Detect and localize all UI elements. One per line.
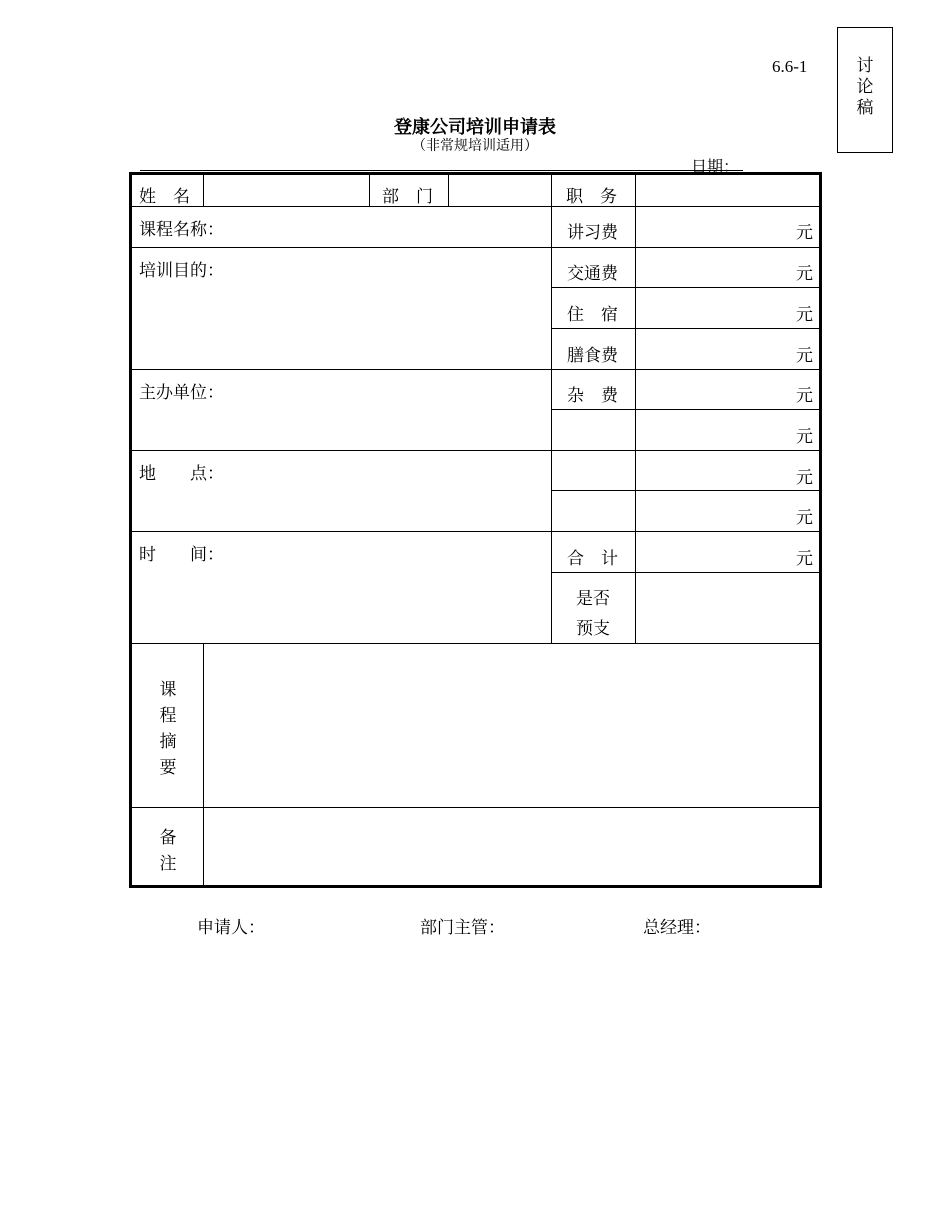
date-underline [140,170,743,171]
time-label: 时 间： [139,545,224,565]
date-label: 日期： [691,157,740,176]
form-subtitle: （非常规培训适用） [412,138,538,154]
fee-label: 交通费 [567,264,618,284]
dept-label: 部 门 [382,187,433,207]
fee-label: 杂 费 [567,386,618,406]
general-manager-signature: 总经理： [643,918,711,938]
fee-label: 膳食费 [567,346,618,366]
yuan-unit: 元 [796,427,813,447]
name-label: 姓 名 [139,187,190,207]
applicant-signature: 申请人： [197,918,265,938]
fee-label: 住 宿 [567,305,618,325]
yuan-unit: 元 [796,468,813,488]
dept-manager-signature: 部门主管： [420,918,505,938]
document-number: 6.6-1 [772,57,808,76]
organizer-label: 主办单位： [139,383,224,403]
course-name-label: 课程名称： [139,220,224,240]
yuan-unit: 元 [796,223,813,243]
draft-char: 讨 [856,56,874,76]
draft-char: 稿 [856,98,874,118]
form-title: 登康公司培训申请表 [394,117,556,138]
training-application-form [129,172,822,888]
yuan-unit: 元 [796,346,813,366]
prepay-label: 是否 预支 [576,589,610,639]
purpose-label: 培训目的： [139,261,224,281]
position-label: 职 务 [566,187,617,207]
fee-label: 讲习费 [567,223,618,243]
yuan-unit: 元 [796,305,813,325]
draft-char: 论 [856,77,874,97]
remarks-label: 备 注 [159,828,177,874]
yuan-unit: 元 [796,386,813,406]
yuan-unit: 元 [796,264,813,284]
yuan-unit: 元 [796,508,813,528]
course-summary-label: 课 程 摘 要 [159,680,177,778]
location-label: 地 点： [139,464,224,484]
yuan-unit: 元 [796,549,813,569]
total-label: 合 计 [567,549,618,569]
